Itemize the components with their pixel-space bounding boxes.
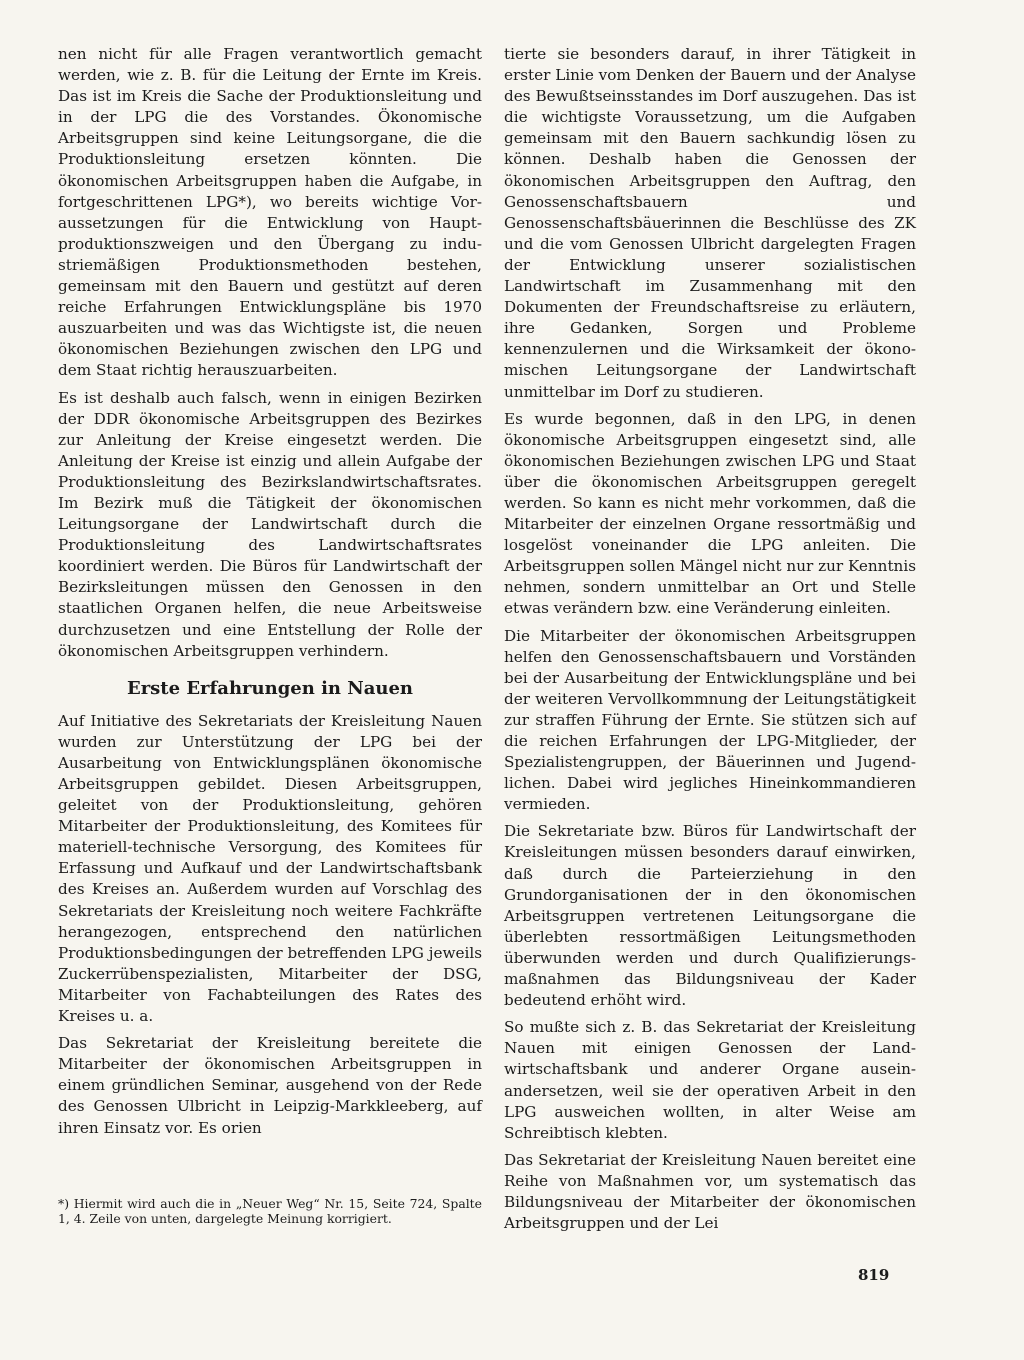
right-column — [504, 44, 916, 1240]
section-heading: Erste Erfahrungen in Nauen — [126, 677, 414, 699]
left-column — [58, 44, 482, 1145]
paragraph: Das Sekretariat der Kreisleitung Nauen bereitet eine Reihe von Maßnahmen vor, um systematisch das Bildungsniveau der Mitarbeiter der ökonomischen Arbeitsgruppen und der Lei — [504, 1150, 916, 1233]
paragraph: tierte sie besonders darauf, in ihrer Tätigkeit in erster Linie vom Denken der Bauern und der Analyse des Bewußtseinsstandes im Dorf auszugehen. Das ist die wichtigste Voraussetzung, um die Aufgaben gemeinsam mit den Bauern sachkundig lösen zu können. Deshalb haben die Genossen der ökonomischen Arbeitsgruppen den Auftrag, den Genossenschaftsbauern und Genossenschaftsbäuerinnen die Beschlüsse des ZK und die vom Genossen Ulbricht dargelegten Fragen der Entwicklung unserer sozialistischen Landwirtschaft im Zusammenhang mit den Dokumenten der Freundschaftsreise zu erläutern, ihre Gedanken, Sorgen und Probleme kennenzulernen und die Wirksamkeit der ökonomischen Leitungsorgane der Landwirtschaft unmittelbar im Dorf zu studieren. — [504, 45, 916, 401]
paragraph: Die Sekretariate bzw. Büros für Landwirtschaft der Kreisleitungen müssen besonders darauf einwirken, daß durch die Parteierziehung in den Grundorganisationen der in den ökonomischen Arbeitsgruppen vertretenen Leitungsorgane die überlebten ressortmäßigen Leitungsmethoden überwunden werden und durch Qualifizierungsmaßnahmen das Bildungsniveau der Kader bedeutend erhöht wird. — [504, 822, 916, 1010]
paragraph: Es wurde begonnen, daß in den LPG, in denen ökonomische Arbeitsgruppen eingesetzt sind, alle ökonomischen Beziehungen zwischen LPG und Staat über die ökonomischen Arbeitsgruppen geregelt werden. So kann es nicht mehr vorkommen, daß die Mitarbeiter der einzelnen Organe ressortmäßig und losgelöst voneinander die LPG anleiten. Die Arbeitsgruppen sollen Mängel nicht nur zur Kenntnis nehmen, sondern unmittelbar an Ort und Stelle etwas verändern bzw. eine Veränderung einleiten. — [504, 409, 916, 618]
page-number: 819 — [858, 1266, 890, 1284]
footnote: *) Hiermit wird auch die in „Neuer Weg“ Nr. 15, Seite 724, Spalte 1, 4. Zeile von unten, dargelegte Meinung korrigiert. — [58, 1196, 482, 1226]
paragraph: Die Mitarbeiter der ökonomischen Arbeitsgruppen helfen den Genossenschaftsbauern und Vorständen bei der Ausarbeitung der Entwicklungspläne und bei der weiteren Vervollkommnung der Leitungstätigkeit zur straffen Führung der Ernte. Sie stützen sich auf die reichen Erfahrungen der LPG-Mitglieder, der Spezialistengruppen, der Bäuerinnen und Jugendlichen. Dabei wird jegliches Hineinkommandieren vermieden. — [504, 626, 916, 814]
paragraph: Das Sekretariat der Kreisleitung bereitete die Mitarbeiter der ökonomischen Arbeitsgruppen in einem gründlichen Seminar, ausgehend von der Rede des Genossen Ulbricht in Leipzig-Markkleeberg, auf ihren Einsatz vor. Es orien — [58, 1034, 482, 1137]
paragraph: Es ist deshalb auch falsch, wenn in einigen Bezirken der DDR ökonomische Arbeitsgruppen des Bezirkes zur Anleitung der Kreise eingesetzt werden. Die Anleitung der Kreise ist einzig und allein Aufgabe der Produktionsleitung des Bezirkslandwirtschaftsrates. Im Bezirk muß die Tätigkeit der ökonomischen Leitungsorgane der Landwirtschaft durch die Produktionsleitung des Landwirtschaftsrates koordiniert werden. Die Büros für Landwirtschaft der Bezirksleitungen müssen den Genossen in den staatlichen Organen helfen, die neue Arbeitsweise durchzusetzen und eine Entstellung der Rolle der ökonomischen Arbeitsgruppen verhindern. — [58, 388, 482, 660]
paragraph: So mußte sich z. B. das Sekretariat der Kreisleitung Nauen mit einigen Genossen der Landwirtschaftsbank und anderer Organe auseinandersetzen, weil sie der operativen Arbeit in den LPG ausweichen wollten, in alter Weise am Schreibtisch klebten. — [504, 1018, 916, 1142]
paragraph: Auf Initiative des Sekretariats der Kreisleitung Nauen wurden zur Unterstützung der LPG bei der Ausarbeitung von Entwicklungsplänen ökonomische Arbeitsgruppen gebildet. Diesen Arbeitsgruppen, geleitet von der Produktionsleitung, gehören Mitarbeiter der Produktionsleitung, des Komitees für materiell-technische Versorgung, des Komitees für Erfassung und Aufkauf und der Landwirtschaftsbank des Kreises an. Außerdem wurden auf Vorschlag des Sekretariats der Kreisleitung noch weitere Fachkräfte herangezogen, entsprechend den natürlichen Produktionsbedingungen der betreffenden LPG jeweils Zuckerrübenspezialisten, Mitarbeiter der DSG, Mitarbeiter von Fachabteilungen des Rates des Kreises u. a. — [58, 711, 482, 1026]
paragraph: nen nicht für alle Fragen verantwortlich gemacht werden, wie z. B. für die Leitung der Ernte im Kreis. Das ist im Kreis die Sache der Produktionsleitung und in der LPG die des Vorstandes. Ökonomische Arbeitsgruppen sind keine Leitungsorgane, die die Produktionsleitung ersetzen könnten. Die ökonomischen Arbeitsgruppen haben die Aufgabe, in fortgeschrittenen LPG*), wo bereits wichtige Voraussetzungen für die Entwicklung von Hauptproduktionszweigen und den Übergang zu industriemäßigen Produktionsmethoden bestehen, gemeinsam mit den Bauern und gestützt auf deren reiche Erfahrungen Entwicklungspläne bis 1970 auszuarbeiten und was das Wichtigste ist, die neuen ökonomischen Beziehungen zwischen den LPG und dem Staat richtig herauszuarbeiten. — [58, 45, 482, 380]
